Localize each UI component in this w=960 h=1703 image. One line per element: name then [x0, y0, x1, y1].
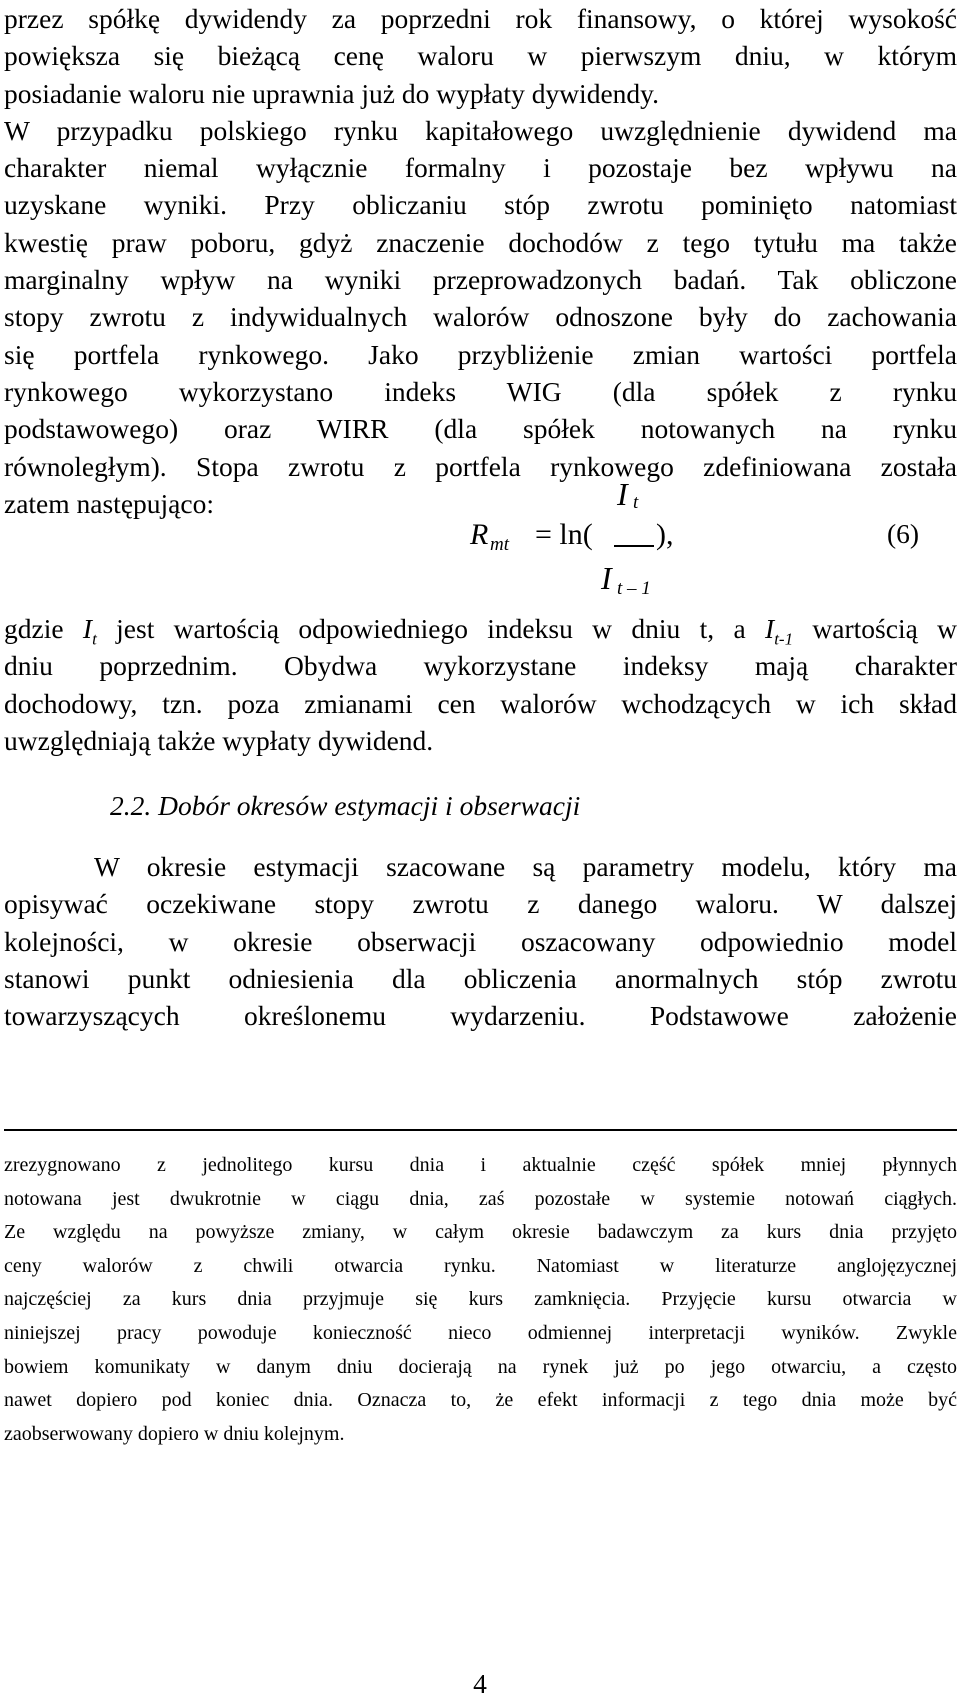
equation-number: (6) — [887, 518, 920, 549]
text-line: stopy zwrotu z indywidualnych walorów odnoszone były do zachowania — [4, 301, 957, 333]
text-line: charakter niemal wyłącznie formalny i pozostaje bez wpływu na — [4, 152, 957, 184]
text-line: uzyskane wyniki. Przy obliczaniu stóp zwrotu pominięto natomiast — [4, 189, 957, 221]
footnote-line: bowiem komunikaty w danym dniu docierają na rynek już po jego otwarciu, a często — [4, 1355, 957, 1378]
footnote-line: ceny walorów z chwili otwarcia rynku. Natomiast w literaturze anglojęzycznej — [4, 1254, 957, 1277]
equation-lhs: R — [470, 518, 489, 551]
page-number: 4 — [473, 1668, 487, 1699]
footnote-line: notowana jest dwukrotnie w ciągu dnia, zaś pozostałe w systemie notowań ciągłych. — [4, 1187, 957, 1210]
text-line: powiększa się bieżącą cenę waloru w pierwszym dniu, w którym — [4, 40, 957, 72]
symbol-subscript: t-1 — [774, 629, 794, 649]
text-line: zatem następująco: — [4, 487, 214, 519]
equation-numerator: I — [617, 476, 628, 512]
equation-denominator-subscript: t – 1 — [617, 578, 651, 599]
equation-ln: = ln( — [535, 518, 593, 551]
equation-close: ), — [656, 518, 674, 551]
footnote-line: niniejszej pracy powoduje konieczność nieco odmiennej interpretacji wyników. Zwykle — [4, 1321, 957, 1344]
footnote — [4, 1149, 957, 1451]
text-line: podstawowego) oraz WIRR (dla spółek notowanych na rynku — [4, 413, 957, 445]
text-fragment: jest wartością odpowiedniego indeksu w dniu t, a — [96, 613, 766, 644]
section-heading: 2.2. Dobór okresów estymacji i obserwacji — [110, 790, 581, 821]
paragraph-3 — [4, 848, 957, 1034]
footnote-line: zrezygnowano z jednolitego kursu dnia i aktualnie część spółek mniej płynnych — [4, 1154, 957, 1176]
symbol-I: I — [82, 613, 93, 644]
symbol-I: I — [765, 613, 775, 644]
text-line: kolejności, w okresie obserwacji oszacowany odpowiednio model — [4, 925, 957, 957]
text-line: W okresie estymacji szacowane są parametry modelu, który ma — [94, 851, 957, 882]
text-line: posiadanie waloru nie uprawnia już do wypłaty dywidendy. — [4, 77, 659, 109]
footnote-separator — [4, 1129, 957, 1131]
paragraph-1 — [4, 0, 957, 522]
text-line: dniu poprzednim. Obydwa wykorzystane indeksy mają charakter — [4, 650, 957, 682]
text-line: dochodowy, tzn. poza zmianami cen walorów wchodzących w ich skład — [4, 687, 957, 719]
symbol-subscript: t — [92, 629, 97, 649]
equation-numerator-subscript: t — [633, 492, 639, 513]
text-line: przez spółkę dywidendy za poprzedni rok finansowy, o której wysokość — [4, 3, 957, 34]
text-line: kwestię praw poboru, gdyż znaczenie dochodów z tego tytułu ma także — [4, 226, 957, 258]
text-line: W przypadku polskiego rynku kapitałowego uwzględnienie dywidend ma — [4, 114, 957, 146]
footnote-line: nawet dopiero pod koniec dnia. Oznacza to, że efekt informacji z tego dnia może być — [4, 1389, 957, 1412]
text-line: uwzględniają także wypłaty dywidend. — [4, 724, 434, 756]
text-fragment: wartością w — [793, 613, 957, 644]
equation-denominator: I — [601, 560, 612, 596]
equation-lhs-subscript: mt — [490, 534, 509, 555]
text-line: opisywać oczekiwane stopy zwrotu z danego waloru. W dalszej — [4, 888, 957, 920]
text-line: marginalny wpływ na wyniki przeprowadzonych badań. Tak obliczone — [4, 264, 957, 296]
fraction-bar — [614, 545, 654, 547]
text-fragment: gdzie — [4, 613, 83, 644]
footnote-line: najczęściej za kurs dnia przyjmuje się kurs zamknięcia. Przyjęcie kursu otwarcia w — [4, 1288, 957, 1311]
footnote-line: Ze względu na powyższe zmiany, w całym okresie badawczym za kurs dnia przyjęto — [4, 1221, 957, 1244]
footnote-line: zaobserwowany dopiero w dniu kolejnym. — [4, 1422, 345, 1445]
paragraph-2 — [4, 610, 957, 759]
text-line: równoległym). Stopa zwrotu z portfela rynkowego zdefiniowana została — [4, 450, 957, 482]
text-line: towarzyszących określonemu wydarzeniu. Podstawowe założenie — [4, 1000, 957, 1032]
text-line — [4, 610, 957, 647]
text-line: stanowi punkt odniesienia dla obliczenia anormalnych stóp zwrotu — [4, 962, 957, 994]
text-line: się portfela rynkowego. Jako przybliżenie zmian wartości portfela — [4, 338, 957, 370]
text-line: rynkowego wykorzystano indeks WIG (dla spółek z rynku — [4, 375, 957, 407]
